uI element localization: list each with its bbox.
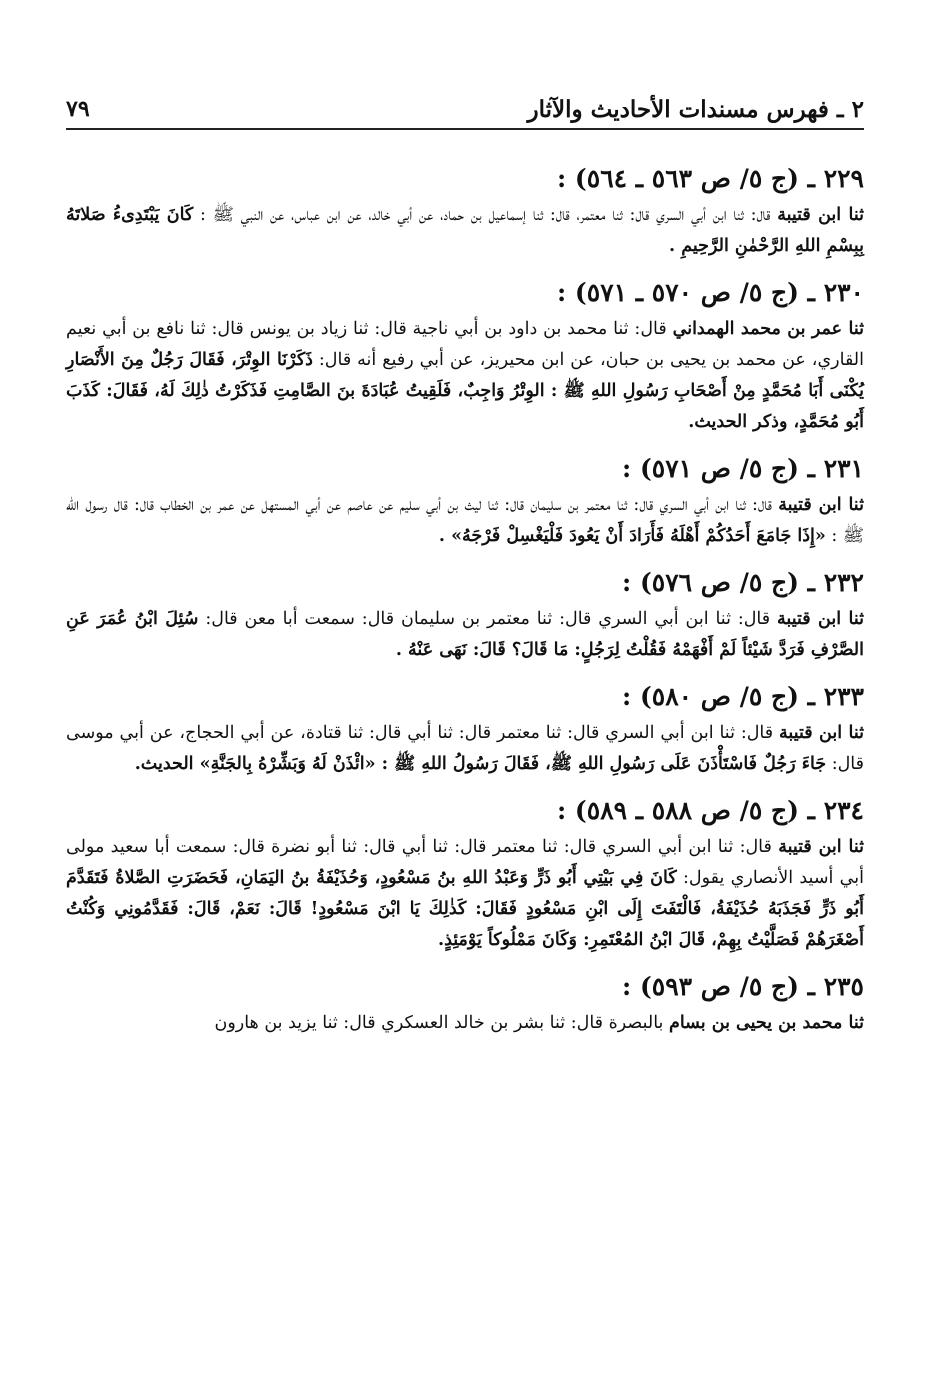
page-number: ٧٩ xyxy=(66,96,90,122)
entry-232 xyxy=(66,564,864,666)
entry-narrator: ثنا ابن قتيبة xyxy=(779,723,864,743)
entry-235 xyxy=(66,968,864,1039)
entry-heading: ٢٣١ ـ (ج ٥/ ص ٥٧١) : xyxy=(622,454,864,483)
entry-text: قال: ثنا محمد بن داود بن أبي ناجية قال: ثنا زياد بن يونس قال: ثنا نافع بن أبي نعيم القاري، عن محمد بن يحيى بن حبان، عن ابن محيريز، عن أبي رفيع أنه قال: xyxy=(66,319,864,370)
header-title: ٢ ـ فهرس مسندات الأحاديث والآثار xyxy=(527,96,864,123)
entry-text: بالبصرة قال: ثنا بشر بن خالد العسكري قال: ثنا يزيد بن هارون xyxy=(214,1013,664,1033)
entry-heading: ٢٣٥ ـ (ج ٥/ ص ٥٩٣) : xyxy=(622,972,864,1001)
entry-hadith: جَاءَ رَجُلٌ فَاسْتَأْذَنَ عَلَى رَسُولِ اللهِ ﷺ، فَقَالَ رَسُولُ اللهِ ﷺ : «ائْذَنْ لَهُ وَبَشِّرْهُ بِالجَنَّةِ» الحديث. xyxy=(134,754,827,774)
entry-234 xyxy=(66,792,864,956)
entry-text: قال: ثنا ابن أبي السري قال: ثنا معتمر بن سليمان قال: سمعت أبا معن قال: xyxy=(205,609,771,629)
page-header xyxy=(66,92,864,130)
entry-heading: ٢٣٢ ـ (ج ٥/ ص ٥٧٦) : xyxy=(622,568,864,597)
entry-body xyxy=(66,200,864,262)
entry-narrator: ثنا ابن قتيبة xyxy=(778,837,864,857)
entry-text: قال: ثنا ابن أبي السري قال: ثنا معتمر قال: ثنا أبي قال: ثنا أبو نضرة قال: سمعت أبا سعيد مولى أبي أسيد الأنصاري يقول: xyxy=(66,837,864,888)
entry-body xyxy=(66,604,864,666)
entry-hadith: كَانَ فِي بَيْتِي أَبُو ذَرٍّ وَعَبْدُ اللهِ بنُ مَسْعُودٍ، وَحُذَيْفَةُ بنُ اليَمَانِ، فَحَضَرَتِ الصَّلاةُ فَتَقَدَّمَ أَبُو ذَرٍّ فَجَذَبَهُ حُذَيْفَةُ، فَالْتَفَتَ إِلَى ابْنِ مَسْعُودٍ فَقَالَ: كَذٰلِكَ يَا ابْنَ مَسْعُودٍ! قَالَ: نَعَمْ، قَالَ: فَقَدَّمُونِي وَكُنْتُ أَصْغَرَهُمْ فَصَلَّيْتُ بِهِمْ، قَالَ ابْنُ المُعْتَمِرِ: وَكَانَ مَمْلُوكاً يَوْمَئِذٍ. xyxy=(66,868,864,950)
entry-hadith: ذَكَرْنَا الوِتْرَ، فَقَالَ رَجُلٌ مِنَ الأَنْصَارِ يُكْنَى أَبَا مُحَمَّدٍ مِنْ أَصْحَابِ رَسُولِ اللهِ ﷺ : الوِتْرُ وَاجِبٌ، فَلَقِيتُ عُبَادَةَ بنَ الصَّامِتِ فَذَكَرْتُ ذٰلِكَ لَهُ، فَقَالَ: كَذَبَ أَبُو مُحَمَّدٍ، وذكر الحديث. xyxy=(66,350,864,432)
entry-text: قال: ثنا ابن أبي السري قال: ثنا معتمر بن سليمان قال: ثنا ليث بن أبي سليم عن عاصم عن أبي المستهل عن عمر بن الخطاب قال: قال رسول الله ﷺ : xyxy=(66,495,864,546)
entry-narrator: ثنا محمد بن يحيى بن بسام xyxy=(669,1013,864,1033)
entry-230 xyxy=(66,274,864,438)
entry-231 xyxy=(66,450,864,552)
entry-heading: ٢٣٣ ـ (ج ٥/ ص ٥٨٠) : xyxy=(622,682,864,711)
entry-body xyxy=(66,1008,864,1039)
entry-text: قال: ثنا ابن أبي السري قال: ثنا معتمر، قال: ثنا إسماعيل بن حماد، عن أبي خالد، عن ابن عباس، عن النبي ﷺ : xyxy=(200,205,771,225)
entry-body xyxy=(66,314,864,438)
entries-list xyxy=(66,160,864,1051)
entry-body xyxy=(66,832,864,956)
entry-heading: ٢٣٤ ـ (ج ٥/ ص ٥٨٨ ـ ٥٨٩) : xyxy=(557,796,864,825)
entry-narrator: ثنا ابن قتيبة xyxy=(777,609,864,629)
entry-heading: ٢٢٩ ـ (ج ٥/ ص ٥٦٣ ـ ٥٦٤) : xyxy=(557,164,864,193)
entry-narrator: ثنا عمر بن محمد الهمداني xyxy=(672,319,864,339)
entry-hadith: كَانَ يَبْتَدِىءُ صَلاتَهُ بِبِسْمِ اللهِ الرَّحْمٰنِ الرَّحِيمِ . xyxy=(66,205,864,256)
entry-229 xyxy=(66,160,864,262)
entry-body xyxy=(66,718,864,780)
entry-233 xyxy=(66,678,864,780)
entry-narrator: ثنا ابن قتيبة xyxy=(778,495,864,515)
entry-narrator: ثنا ابن قتيبة xyxy=(777,205,864,225)
entry-hadith: سُئِلَ ابْنُ عُمَرَ عَنِ الصَّرْفِ فَرَدَّ شَيْئاً لَمْ أَفْهَمْهُ فَقُلْتُ لِرَجُلٍ: مَا قَالَ؟ قَالَ: نَهَى عَنْهُ . xyxy=(66,609,864,660)
entry-body xyxy=(66,490,864,552)
entry-heading: ٢٣٠ ـ (ج ٥/ ص ٥٧٠ ـ ٥٧١) : xyxy=(557,278,864,307)
entry-hadith: «إِذَا جَامَعَ أَحَدُكُمْ أَهْلَهُ فَأَرَادَ أَنْ يَعُودَ فَلْيَغْسِلْ فَرْجَهُ» . xyxy=(438,526,826,546)
entry-text: قال: ثنا ابن أبي السري قال: ثنا معتمر قال: ثنا أبي قال: ثنا قتادة، عن أبي الحجاج، عن أبي موسى قال: xyxy=(66,723,864,774)
